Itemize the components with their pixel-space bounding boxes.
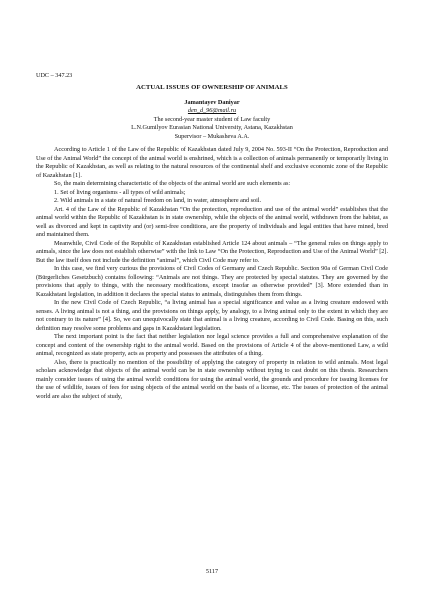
paragraph: Art. 4 of the Law of the Republic of Kazakhstan “On the protection, reproduction and use of the animal world” establishes that the animal world within the Republic of Kazakhstan is in state ownership, while the objects of the animal world, withdrawn from the habitat, as well as divorced and kept in captivity and (or) semi-free conditions, are the property of individuals and legal entities that have mined, bred and maintained them. [36,205,388,239]
list-item: 2. Wild animals in a state of natural freedom on land, in water, atmosphere and soil. [54,197,262,205]
article-body [36,72,388,401]
author-affiliation: L.N.Gumilyov Eurasian National University, Astana, Kazakhstan [131,124,293,132]
udc-code: UDC – 347.23 [36,72,73,79]
page-number: 5117 [205,568,219,575]
author-name: Jamantayev Daniyar [184,99,240,106]
author-position: The second-year master student of Law faculty [153,115,271,123]
paragraph: So, the main determining characteristic of the objects of the animal world are such elements as: [54,180,291,188]
author-block [36,99,388,141]
list-item: 1. Set of living organisms - all types of wild animals; [54,188,186,196]
paragraph: In this case, we find very curious the provisions of Civil Codes of Germany and Czech Republic. Section 90a of German Civil Code (Bürgerliches Gesetzbuch) contains following: “Animals are not things. They are protected by special statutes. They are governed by the provisions that apply to things, with the necessary modifications, except insofar as otherwise provided” [3]. More extended than in Kazakhstani legislation, in addition it declares the special status to animals, distinguishes them from things. [36,265,388,298]
paragraph: Also, there is practically no mention of the possibility of applying the category of property in relation to wild animals. Most legal scholars acknowledge that objects of the animal world can be in state ownership without trying to cast doubt on this thesis. Researchers mainly consider issues of using the animal world: conditions for using the animal world, the grounds and procedure for issuing licenses for the use of wildlife, issues of fees for using objects of the animal world on the basis of a license, etc. The issues of protection of the animal world are also the subject of study, [36,358,388,400]
paragraph: In the new Civil Code of Czech Republic, “a living animal has a special significance and value as a living creature endowed with senses. A living animal is not a thing, and the provisions on things apply, by analogy, to a living animal only to the extent in which they are not contrary to its nature” [4]. So, we can unequivocally state that animal is a living creature, according to Civil Code. Basing on this, such definition may resolve some problems and gaps in Kazakhstani legislation. [36,299,388,332]
author-supervisor: Supervisor – Mukasheva A.A. [174,132,250,140]
paragraph: Meanwhile, Civil Code of the Republic of Kazakhstan established Article 124 about animals – “The general rules on things apply to animals, since the law does not establish otherwise” with the link to Law “On the Protection, Reproduction and Use of the Animal World” [2]. But the law itself does not include the definition “animal”, which Civil Code may refer to. [36,239,388,264]
article-title: ACTUAL ISSUES OF OWNERSHIP OF ANIMALS [136,83,288,91]
paragraph: According to Article 1 of the Law of the Republic of Kazakhstan dated July 9, 2004 No. 593-II “On the Protection, Reproduction and Use of the Animal World” the concept of the animal world is enshrined, which is a collection of animals permanently or temporarily living in the Republic of Kazakhstan, as well as relating to the natural resources of the continental shelf and exclusive economic zone of the Republic of Kazakhstan [1]. [36,146,388,179]
author-email-link[interactable]: den_d_96@mail.ru [187,107,237,115]
paragraph: The next important point is the fact that neither legislation nor legal science provides a full and comprehensive explanation of the concept and content of the ownership right to the animal world. Based on the provisions of Article 4 of the above-mentioned Law, a wild animal, recognized as state property, acts as property and possesses the attributes of a thing. [36,333,388,358]
